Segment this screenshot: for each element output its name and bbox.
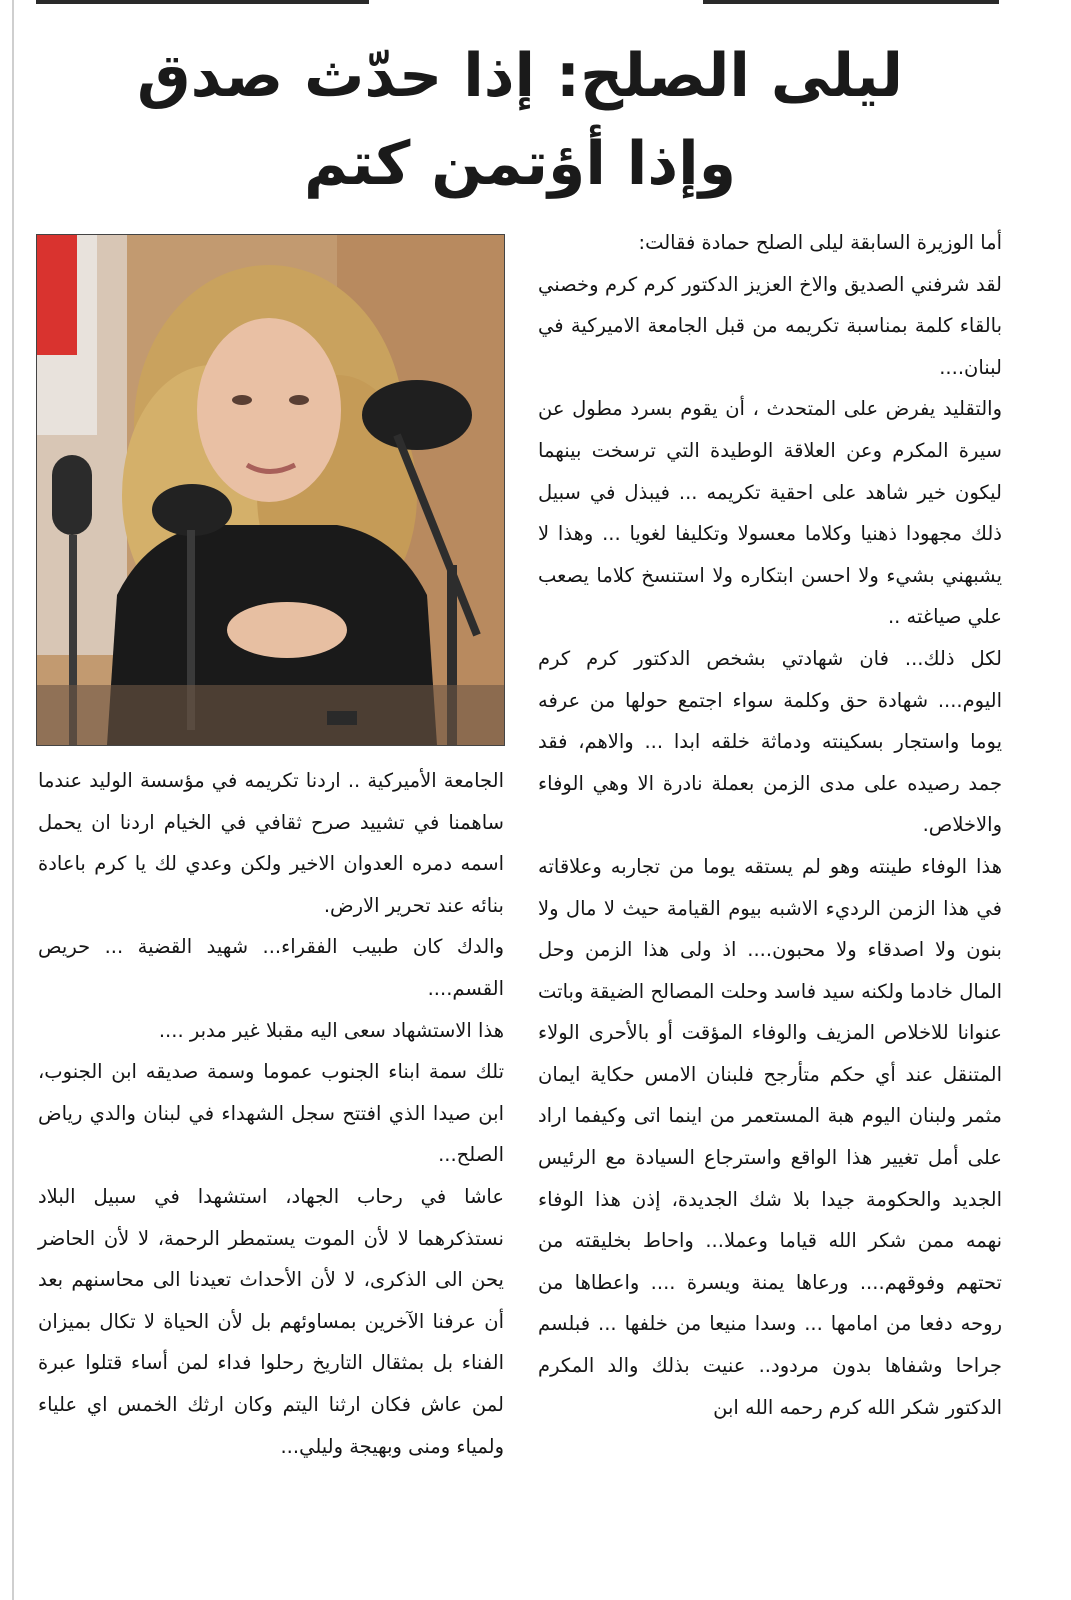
- paragraph-4: لكل ذلك... فان شهادتي بشخص الدكتور كرم كرم اليوم.... شهادة حق وكلمة سواء اجتمع حولها من عرفه يوما واستجار بسكينته ودماثة خلقه ابدا ... والاهم، فقد جمد رصيده على مدى الزمن بعملة نادرة الا وهي الوفاء والاخلاص.: [538, 646, 1002, 837]
- headline-line-2: وإذا أؤتمن كتم: [303, 129, 737, 199]
- top-rule-right: [703, 0, 999, 4]
- article-headline: [40, 32, 1000, 208]
- paragraph-5: هذا الوفاء طينته وهو لم يستقه يوما من تجاربه وعلاقاته في هذا الزمن الرديء الاشبه بيوم القيامة حيث لا مال ولا بنون ولا اصدقاء ولا محبون.... اذ ولى هذا الزمن وحل المال خادما ولكنه سيد فاسد وحلت المصالح الضيقة وباتت عنوانا للاخلاص المزيف والوفاء المؤقت أو بالأحرى الولاء المتنقل عند أي حكم متأرجح فلبنان الامس حكاية ايمان مثمر ولبنان اليوم هبة المستعمر من اينما اتى وكيفما اراد على أمل تغيير هذا الواقع واسترجاع السيادة مع الرئيس الجديد والحكومة جيدا بلا شك الجديدة، إذن هذا الوفاء نهمه ممن شكر الله قياما وعملا... واحاط بخليقته من تحتهم وفوقهم.... ورعاها يمنة ويسرة .... واعطاها من روحه دفعا من امامها ... وسدا منيعا من خلفها ... فبلسم جراحا وشفاها بدون مردود.. عنيت بذلك والد المكرم الدكتور شكر الله كرم رحمه الله ابن: [538, 854, 1002, 1419]
- paragraph-6: الجامعة الأميركية .. اردنا تكريمه في مؤسسة الوليد عندما ساهمنا في تشييد صرح ثقافي في الخيام اردنا ان يحمل اسمه دمره العدوان الاخير ولكن وعدي لك يا كرم باعادة بنائه عند تحرير الارض.: [38, 769, 504, 917]
- paragraph-3: والتقليد يفرض على المتحدث ، أن يقوم بسرد مطول عن سيرة المكرم وعن العلاقة الوطيدة التي ترسخت بينهما ليكون خير شاهد على احقية تكريمه ... فيبذل في سبيل ذلك مجهودا ذهنيا وكلاما معسولا وتكليفا لغويا ... وهذا لا يشبهني بشيء ولا احسن ابتكاره ولا استنسخ كلاما يصعب علي صياغته ..: [538, 397, 1002, 629]
- paragraph-10: عاشا في رحاب الجهاد، استشهدا في سبيل البلاد نستذكرهما لا لأن الموت يستمطر الرحمة، لا لأن الحاضر يحن الى الذكرى، لا لأن الأحداث تعيدنا الى محاسنهم بعد أن عرفنا الآخرين بمساوئهم بل لأن الحياة لا تكال بميزان الفناء بل بمثقال التاريخ رحلوا فداء لمن أساء قتلوا عبرة لمن عاش فكان ارثنا اليتم وكان ارثك الخمس اي علياء ولمياء ومنى وبهيجة وليلي...: [38, 1184, 504, 1458]
- top-rule-left: [36, 0, 369, 4]
- page-side-rule: [12, 0, 14, 1600]
- headline-line-1: ليلى الصلح: إذا حدّث صدق: [136, 41, 904, 111]
- microphone-right: [362, 380, 472, 450]
- microphone-left: [52, 455, 92, 535]
- photo-illustration: [37, 235, 504, 745]
- paragraph-9: تلك سمة ابناء الجنوب عموما وسمة صديقه ابن الجنوب، ابن صيدا الذي افتتح سجل الشهداء في لبنان والدي رياض الصلح...: [38, 1060, 504, 1167]
- face: [197, 318, 341, 502]
- flag-red-stripe: [37, 235, 77, 355]
- article-column-right: [538, 222, 1002, 1428]
- article-photo: [36, 234, 505, 746]
- paragraph-8: هذا الاستشهاد سعى اليه مقبلا غير مدبر ....: [158, 1018, 504, 1042]
- article-column-left: [38, 760, 504, 1467]
- microphone-center: [152, 484, 232, 536]
- paragraph-1: أما الوزيرة السابقة ليلى الصلح حمادة فقالت:: [638, 231, 1002, 254]
- paragraph-7: والدك كان طبيب الفقراء... شهيد القضية ... حريص القسم....: [38, 935, 504, 1000]
- paragraph-2: لقد شرفني الصديق والاخ العزيز الدكتور كرم كرم وخصني بالقاء كلمة بمناسبة تكريمه من قبل الجامعة الاميركية في لبنان....: [538, 272, 1002, 379]
